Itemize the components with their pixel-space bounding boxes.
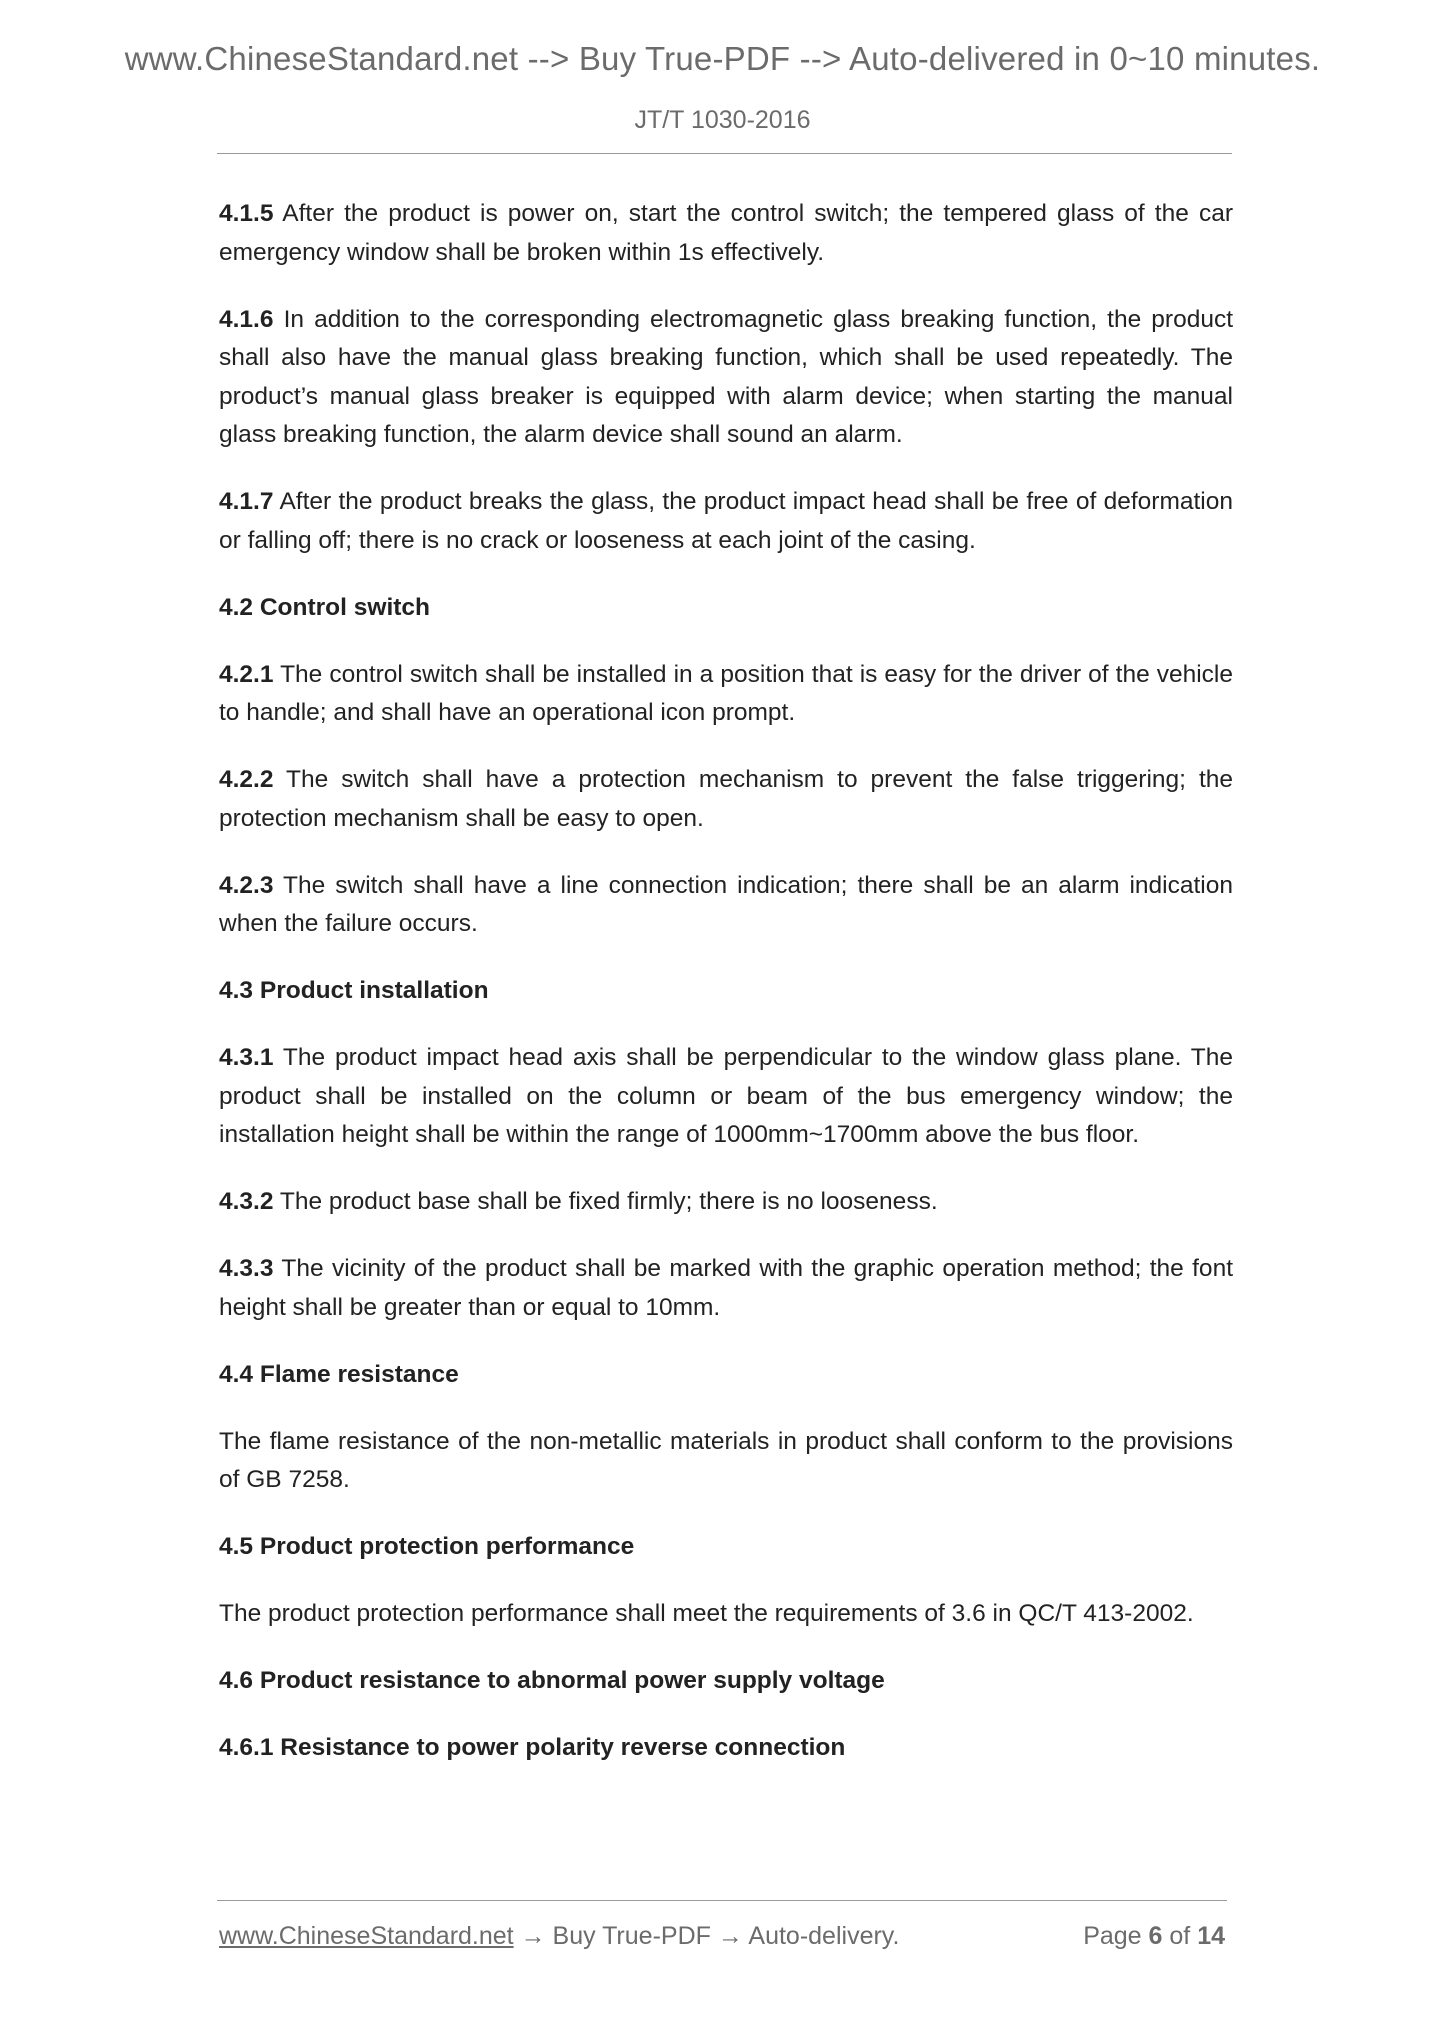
clause-text: The product base shall be fixed firmly; there is no looseness. — [273, 1188, 938, 1215]
footer-tagline: → Buy True-PDF → Auto-delivery. — [513, 1922, 900, 1950]
clause-4-2-1 — [219, 656, 1233, 733]
page-footer — [219, 1922, 1229, 1951]
clause-number: 4.3.2 — [219, 1188, 274, 1215]
page-indicator — [1083, 1922, 1225, 1951]
section-heading-4-3: 4.3 Product installation — [219, 977, 489, 1004]
clause-number: 4.2.3 — [219, 871, 274, 899]
clause-text: In addition to the corresponding electromagnetic glass breaking function, the product shall also have the manual glass breaking function, which shall be used repeatedly. The product’s manual glass breaker is equipped with alarm device; when starting the manual glass breaking function, the alarm device shall sound an alarm. — [219, 305, 1233, 448]
clause-number: 4.1.6 — [219, 305, 274, 333]
page-total: 14 — [1197, 1922, 1225, 1950]
clause-4-2-3 — [219, 867, 1233, 944]
site-banner: www.ChineseStandard.net --> Buy True-PDF --> Auto-delivered in 0~10 minutes. — [124, 40, 1321, 77]
clause-number: 4.1.7 — [219, 488, 274, 515]
clause-text: After the product breaks the glass, the product impact head shall be free of deformation or falling off; there is no crack or looseness at each joint of the casing. — [219, 488, 1233, 554]
clause-text: The switch shall have a protection mechanism to prevent the false triggering; the protection mechanism shall be easy to open. — [219, 766, 1233, 832]
clause-4-3-2 — [219, 1183, 1233, 1222]
section-4-4-text: The flame resistance of the non-metallic materials in product shall conform to the provisions of GB 7258. — [219, 1427, 1233, 1493]
clause-text: The switch shall have a line connection indication; there shall be an alarm indication when the failure occurs. — [219, 871, 1233, 937]
section-heading-4-6: 4.6 Product resistance to abnormal power supply voltage — [219, 1667, 885, 1694]
clause-text: The product impact head axis shall be perpendicular to the window glass plane. The product shall be installed on the column or beam of the bus emergency window; the installation height shall be within the range of 1000mm~1700mm above the bus floor. — [219, 1044, 1233, 1148]
page-current: 6 — [1148, 1922, 1163, 1950]
clause-4-2-2 — [219, 761, 1233, 838]
page-label: Page — [1083, 1922, 1149, 1950]
clause-4-3-1 — [219, 1039, 1233, 1155]
clause-4-1-7 — [219, 483, 1233, 560]
section-heading-4-2: 4.2 Control switch — [219, 593, 431, 621]
clause-number: 4.1.5 — [219, 200, 274, 227]
page-of-label: of — [1162, 1922, 1198, 1950]
section-4-5-text: The product protection performance shall meet the requirements of 3.6 in QC/T 413-2002. — [219, 1600, 1194, 1627]
clause-number: 4.3.3 — [219, 1255, 274, 1282]
clause-text: The control switch shall be installed in a position that is easy for the driver of the vehicle to handle; and shall have an operational icon prompt. — [219, 660, 1233, 726]
clause-4-1-6 — [219, 301, 1233, 455]
clause-4-3-3 — [219, 1250, 1233, 1327]
document-body — [219, 195, 1233, 1796]
clause-text: After the product is power on, start the control switch; the tempered glass of the car emergency window shall be broken within 1s effectively. — [219, 200, 1233, 266]
footer-site-link[interactable]: www.ChineseStandard.net — [219, 1922, 514, 1950]
clause-4-1-5 — [219, 195, 1233, 272]
section-heading-4-6-1: 4.6.1 Resistance to power polarity reverse connection — [219, 1734, 846, 1761]
clause-number: 4.2.2 — [219, 766, 274, 793]
document-id: JT/T 1030-2016 — [634, 106, 811, 134]
clause-text: The vicinity of the product shall be marked with the graphic operation method; the font height shall be greater than or equal to 10mm. — [219, 1255, 1233, 1321]
section-heading-4-5: 4.5 Product protection performance — [219, 1533, 635, 1560]
clause-number: 4.3.1 — [219, 1044, 274, 1071]
header-divider — [217, 153, 1232, 154]
footer-divider — [217, 1900, 1227, 1901]
clause-number: 4.2.1 — [219, 660, 274, 688]
section-heading-4-4: 4.4 Flame resistance — [219, 1360, 459, 1388]
